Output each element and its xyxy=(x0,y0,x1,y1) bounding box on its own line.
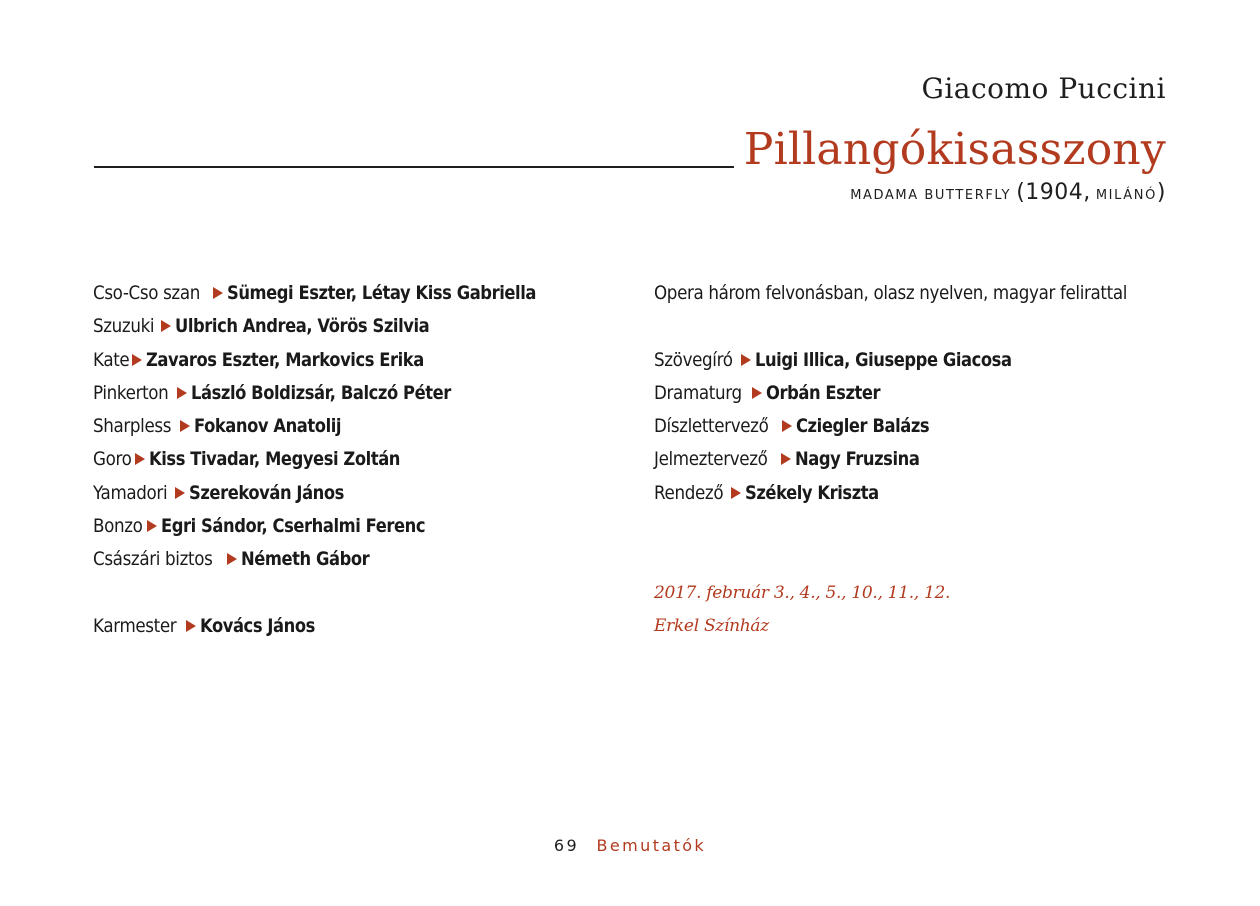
production-column xyxy=(654,280,1174,646)
creator-row xyxy=(654,446,1174,479)
spacer xyxy=(93,580,613,613)
page-number: 69 xyxy=(553,836,580,855)
role-label: Szuzuki xyxy=(93,315,155,338)
creator-names: Orbán Eszter xyxy=(765,381,880,404)
performance-dates: 2017. február 3., 4., 5., 10., 11., 12. xyxy=(654,582,951,603)
opera-subtitle xyxy=(850,180,1166,205)
opera-title: Pillangókisasszony xyxy=(743,124,1166,175)
role-label: Sharpless xyxy=(93,415,172,438)
performer-names: Ulbrich Andrea, Vörös Szilvia xyxy=(174,315,429,338)
performer-names: Sümegi Eszter, Létay Kiss Gabriella xyxy=(226,282,536,304)
triangle-bullet-icon xyxy=(175,487,185,499)
triangle-bullet-icon xyxy=(147,520,157,532)
title-rule xyxy=(94,166,734,168)
original-title: MADAMA BUTTERFLY xyxy=(850,188,1012,203)
triangle-bullet-icon xyxy=(213,287,223,299)
section-name: Bemutatók xyxy=(596,836,707,855)
role-label: Császári biztos xyxy=(93,548,213,571)
performer-names: László Boldizsár, Balczó Péter xyxy=(190,381,451,404)
cast-column xyxy=(93,280,613,646)
role-label: Karmester xyxy=(93,614,177,637)
performer-names: Szerekován János xyxy=(189,481,345,504)
spacer xyxy=(654,546,1174,579)
creator-names: Cziegler Balázs xyxy=(796,415,930,438)
triangle-bullet-icon xyxy=(132,354,142,366)
role-label: Rendező xyxy=(654,481,724,504)
creator-names: Nagy Fruzsina xyxy=(795,448,920,471)
triangle-bullet-icon xyxy=(741,354,751,366)
premiere-year: (1904, xyxy=(1016,180,1091,205)
role-label: Kate xyxy=(93,348,130,371)
role-label: Szövegíró xyxy=(654,348,733,371)
triangle-bullet-icon xyxy=(781,453,791,465)
spacer xyxy=(654,313,1174,346)
triangle-bullet-icon xyxy=(227,553,237,565)
performer-names: Fokanov Anatolij xyxy=(193,415,341,438)
role-label: Yamadori xyxy=(93,481,168,504)
cast-row xyxy=(93,413,613,446)
role-label: Bonzo xyxy=(93,515,143,538)
role-label: Goro xyxy=(93,448,132,471)
conductor-row xyxy=(93,613,613,646)
role-label: Dramaturg xyxy=(654,381,742,404)
subtitle-close: ) xyxy=(1156,180,1166,205)
cast-row xyxy=(93,480,613,513)
triangle-bullet-icon xyxy=(731,487,741,499)
creator-row xyxy=(654,380,1174,413)
creator-names: Székely Kriszta xyxy=(744,481,879,504)
creator-row xyxy=(654,347,1174,380)
performer-names: Németh Gábor xyxy=(240,548,370,571)
premiere-place: MILÁNÓ xyxy=(1095,188,1157,203)
page-footer xyxy=(0,836,1260,855)
role-label: Díszlettervező xyxy=(654,415,769,438)
creator-row xyxy=(654,480,1174,513)
performer-names: Kiss Tivadar, Megyesi Zoltán xyxy=(148,448,400,471)
spacer xyxy=(654,513,1174,546)
creator-names: Luigi Illica, Giuseppe Giacosa xyxy=(755,348,1012,371)
opera-description: Opera három felvonásban, olasz nyelven, magyar felirattal xyxy=(654,282,1128,304)
composer-name: Giacomo Puccini xyxy=(921,72,1166,105)
creator-row xyxy=(654,413,1174,446)
triangle-bullet-icon xyxy=(180,420,190,432)
triangle-bullet-icon xyxy=(177,387,187,399)
cast-row xyxy=(93,280,613,313)
triangle-bullet-icon xyxy=(161,320,171,332)
triangle-bullet-icon xyxy=(782,420,792,432)
performer-names: Egri Sándor, Cserhalmi Ferenc xyxy=(161,515,426,538)
cast-row xyxy=(93,513,613,546)
role-label: Jelmeztervező xyxy=(654,448,768,471)
cast-row xyxy=(93,347,613,380)
triangle-bullet-icon xyxy=(186,620,196,632)
cast-row xyxy=(93,380,613,413)
venue: Erkel Színház xyxy=(654,615,769,636)
conductor-name: Kovács János xyxy=(199,614,315,637)
role-label: Cso-Cso szan xyxy=(93,282,201,304)
performer-names: Zavaros Eszter, Markovics Erika xyxy=(146,348,425,371)
role-label: Pinkerton xyxy=(93,381,169,404)
cast-row xyxy=(93,446,613,479)
opera-description-row xyxy=(654,280,1174,313)
cast-row xyxy=(93,546,613,579)
triangle-bullet-icon xyxy=(752,387,762,399)
triangle-bullet-icon xyxy=(135,453,145,465)
cast-row xyxy=(93,313,613,346)
